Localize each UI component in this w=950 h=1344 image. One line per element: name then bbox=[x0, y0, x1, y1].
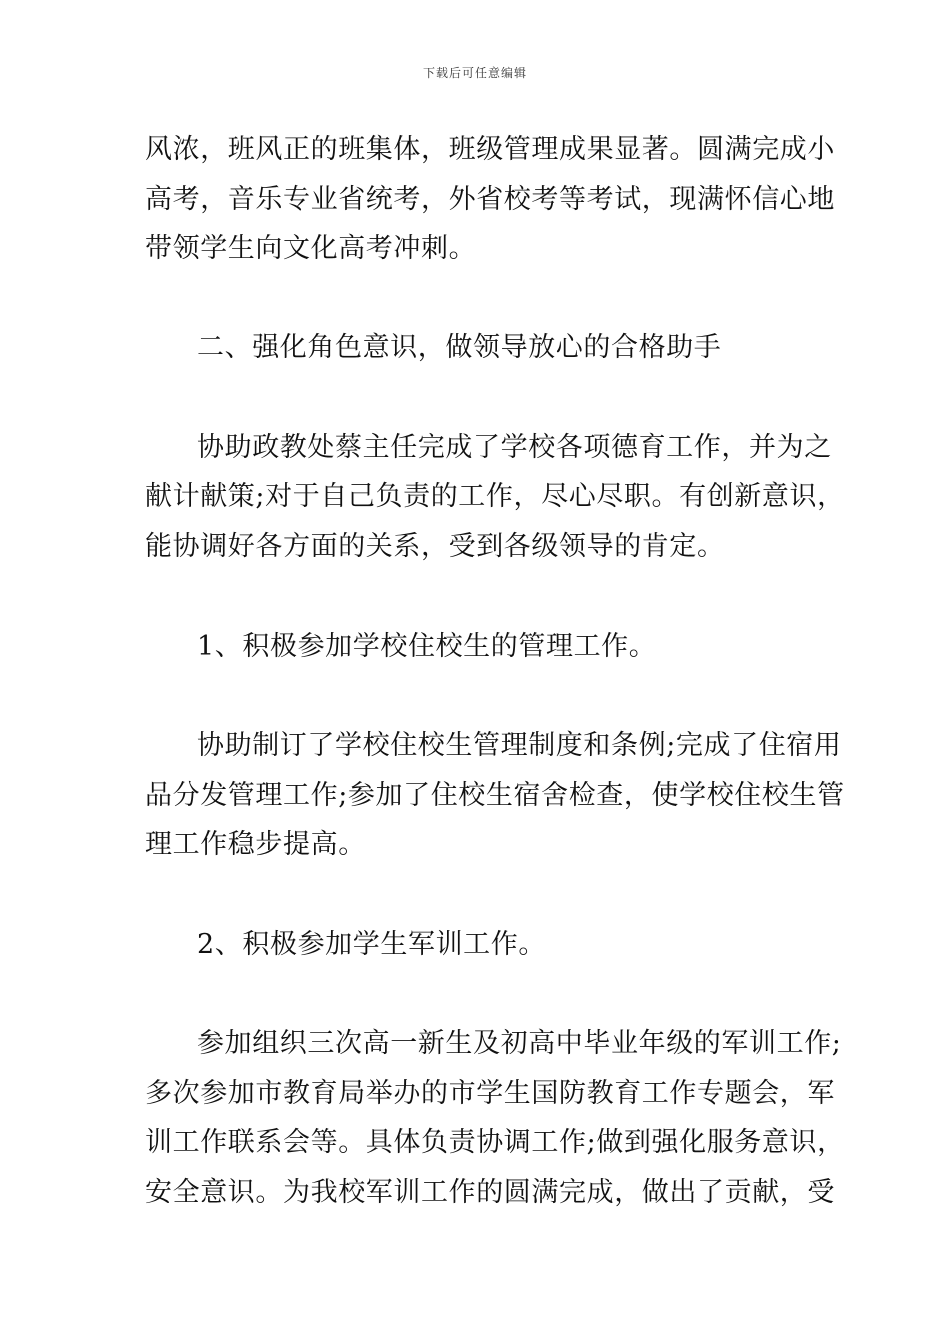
paragraph-line: 献计献策;对于自己负责的工作，尽心尽职。有创新意识， bbox=[145, 481, 845, 512]
paragraph-line: 多次参加市教育局举办的市学生国防教育工作专题会，军 bbox=[145, 1078, 835, 1109]
paragraph-line: 协助制订了学校住校生管理制度和条例;完成了住宿用 bbox=[197, 730, 842, 761]
paragraph-line: 风浓，班风正的班集体，班级管理成果显著。圆满完成小 bbox=[145, 134, 835, 165]
paragraph-line: 带领学生向文化高考冲刺。 bbox=[145, 233, 477, 264]
paragraph-line: 协助政教处蔡主任完成了学校各项德育工作，并为之 bbox=[197, 432, 832, 463]
paragraph-line: 参加组织三次高一新生及初高中毕业年级的军训工作; bbox=[197, 1028, 842, 1059]
section-heading: 二、强化角色意识，做领导放心的合格助手 bbox=[197, 332, 722, 363]
paragraph-line: 训工作联系会等。具体负责协调工作;做到强化服务意识， bbox=[145, 1127, 845, 1158]
paragraph-line: 品分发管理工作;参加了住校生宿舍检查，使学校住校生管 bbox=[145, 780, 845, 811]
paragraph-line: 安全意识。为我校军训工作的圆满完成，做出了贡献，受 bbox=[145, 1177, 835, 1208]
list-item-heading: 1、积极参加学校住校生的管理工作。 bbox=[197, 631, 657, 662]
paragraph-line: 高考，音乐专业省统考，外省校考等考试，现满怀信心地 bbox=[145, 184, 835, 215]
paragraph-line: 能协调好各方面的关系，受到各级领导的肯定。 bbox=[145, 531, 725, 562]
page-header: 下载后可任意编辑 bbox=[422, 66, 527, 80]
paragraph-line: 理工作稳步提高。 bbox=[145, 829, 366, 860]
list-item-heading: 2、积极参加学生军训工作。 bbox=[197, 929, 546, 960]
